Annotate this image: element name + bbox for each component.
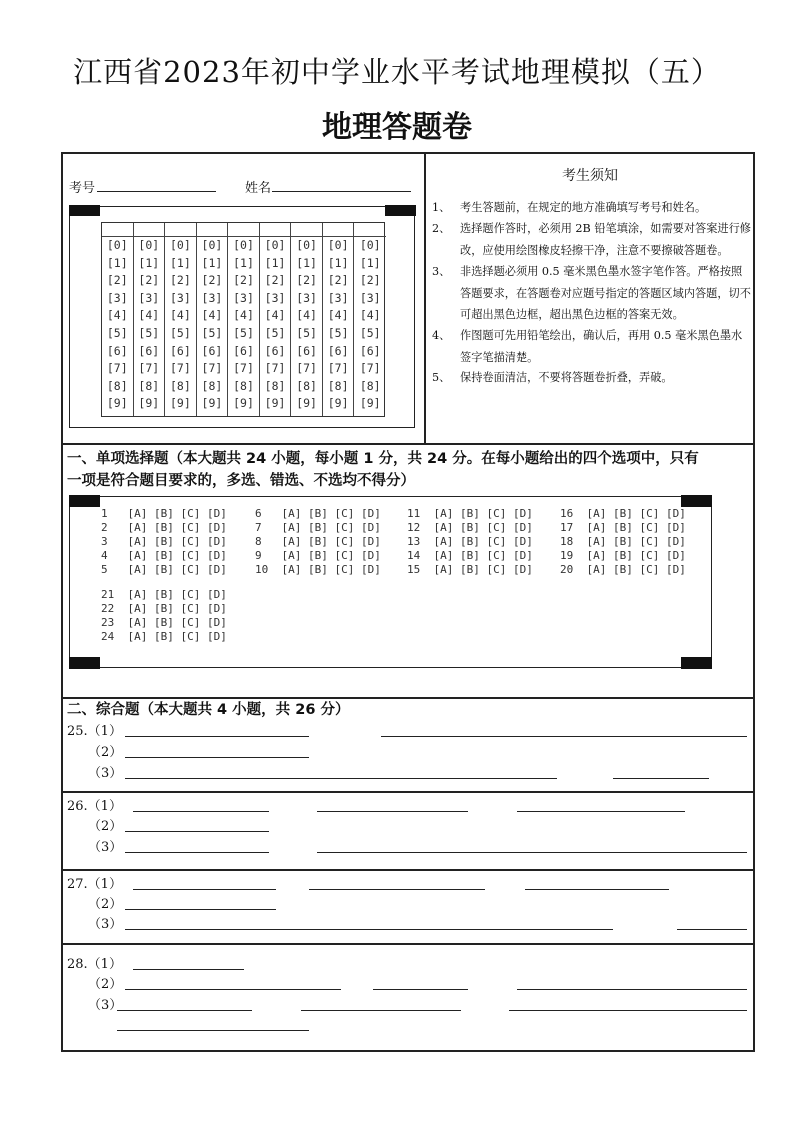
digit-bubble[interactable]: [0] — [106, 238, 128, 252]
digit-bubble[interactable]: [9] — [296, 396, 317, 411]
digit-bubble[interactable]: [0] — [359, 238, 381, 252]
answer-bubbles[interactable]: [A] [B] [C] [D] — [433, 549, 533, 562]
exam-number-digit-column — [134, 223, 166, 416]
digit-bubble[interactable]: [7] — [359, 361, 381, 376]
digit-write-box[interactable] — [197, 223, 228, 237]
digit-bubble[interactable]: [9] — [106, 396, 128, 411]
digit-bubble[interactable]: [0] — [169, 238, 191, 252]
choice-question-4 — [101, 549, 227, 562]
digit-bubble[interactable]: [0] — [201, 238, 223, 252]
q27-part3-answer[interactable] — [677, 929, 747, 930]
digit-bubble[interactable]: [4] — [169, 308, 191, 323]
choice-question-8 — [255, 535, 381, 548]
digit-bubble[interactable]: [5] — [106, 325, 128, 340]
q28-part2-answer[interactable] — [125, 989, 341, 990]
q26-part2-answer[interactable] — [125, 831, 269, 832]
q27-part3-label: （3） — [88, 917, 123, 932]
name-field[interactable] — [272, 191, 411, 192]
digit-bubble[interactable]: [8] — [138, 378, 160, 393]
digit-write-box[interactable] — [291, 223, 322, 237]
notice-item — [432, 218, 752, 261]
q27-part2-answer[interactable] — [125, 909, 276, 910]
digit-bubble[interactable]: [1] — [138, 255, 160, 270]
digit-bubble[interactable]: [6] — [327, 343, 349, 358]
choice-question-21 — [101, 588, 227, 601]
notice-text: 非选择题必须用 0.5 毫米黑色墨水签字笔作答。严格按照答题要求，在答题卷对应题号指定的答题区域内答题，切不可超出黑色边框，超出黑色边框的答案无效。 — [460, 265, 751, 321]
digit-bubble[interactable]: [5] — [327, 325, 349, 340]
digit-bubble[interactable]: [2] — [327, 273, 349, 288]
registration-mark — [385, 205, 416, 216]
digit-bubble[interactable]: [8] — [201, 378, 223, 393]
digit-bubble[interactable]: [4] — [201, 308, 223, 323]
digit-bubble[interactable]: [2] — [201, 273, 223, 288]
digit-bubble[interactable]: [3] — [138, 290, 160, 305]
notice-text: 选择题作答时，必须用 2B 铅笔填涂，如需要对答案进行修改，应使用绘图橡皮轻擦干净，注意不要擦破答题卷。 — [460, 222, 751, 257]
digit-bubble[interactable]: [3] — [201, 290, 223, 305]
digit-bubble[interactable]: [8] — [169, 378, 191, 393]
digit-write-box[interactable] — [134, 223, 165, 237]
q27-part1-label: 27.（1） — [67, 877, 122, 892]
registration-mark — [69, 205, 100, 216]
choice-question-23 — [101, 616, 227, 629]
choice-question-2 — [101, 521, 227, 534]
answer-bubbles[interactable]: [A] [B] [C] [D] — [586, 549, 686, 562]
digit-bubble[interactable]: [5] — [138, 325, 160, 340]
question-number: 7 — [255, 521, 282, 534]
divider — [61, 443, 755, 445]
question-number: 17 — [560, 521, 587, 534]
choice-question-10 — [255, 563, 381, 576]
q26-part1-answer[interactable] — [317, 811, 468, 812]
q25-part3-answer[interactable] — [125, 778, 557, 779]
answer-bubbles[interactable]: [A] [B] [C] [D] — [281, 549, 381, 562]
exam-number-label: 考号 — [69, 181, 96, 196]
digit-bubble[interactable]: [0] — [138, 238, 160, 252]
digit-bubble[interactable]: [6] — [106, 343, 128, 358]
answer-bubbles[interactable]: [A] [B] [C] [D] — [586, 521, 686, 534]
answer-bubbles[interactable]: [A] [B] [C] [D] — [127, 521, 227, 534]
digit-bubble[interactable]: [8] — [264, 378, 286, 393]
digit-write-box[interactable] — [323, 223, 354, 237]
q26-part3-answer[interactable] — [317, 852, 747, 853]
digit-bubble[interactable]: [6] — [264, 343, 286, 358]
q26-part3-label: （3） — [88, 840, 123, 855]
question-number: 10 — [255, 563, 282, 576]
digit-bubble[interactable]: [3] — [359, 290, 381, 305]
question-number: 3 — [101, 535, 128, 548]
digit-bubble[interactable]: [8] — [233, 378, 254, 393]
digit-bubble[interactable]: [5] — [233, 325, 254, 340]
exam-number-digit-column — [165, 223, 197, 416]
q28-part3-answer[interactable] — [117, 1010, 252, 1011]
answer-bubbles[interactable]: [A] [B] [C] [D] — [127, 630, 227, 643]
choice-question-17 — [560, 521, 686, 534]
digit-bubble[interactable]: [1] — [169, 255, 191, 270]
q26-part1-label: 26.（1） — [67, 799, 122, 814]
digit-bubble[interactable]: [2] — [138, 273, 160, 288]
notice-title: 考生须知 — [562, 168, 618, 184]
exam-number-digit-column — [102, 223, 134, 416]
digit-bubble[interactable]: [7] — [327, 361, 349, 376]
answer-bubbles[interactable]: [A] [B] [C] [D] — [433, 507, 533, 520]
digit-bubble[interactable]: [0] — [327, 238, 349, 252]
answer-bubbles[interactable]: [A] [B] [C] [D] — [586, 535, 686, 548]
digit-bubble[interactable]: [9] — [169, 396, 191, 411]
q28-part2-answer[interactable] — [373, 989, 468, 990]
digit-bubble[interactable]: [6] — [201, 343, 223, 358]
choice-question-16 — [560, 507, 686, 520]
digit-bubble[interactable]: [6] — [359, 343, 381, 358]
digit-bubble[interactable]: [1] — [296, 255, 317, 270]
q26-part2-label: （2） — [88, 819, 123, 834]
question-number: 4 — [101, 549, 128, 562]
notice-text: 考生答题前，在规定的地方准确填写考号和姓名。 — [460, 201, 707, 214]
notice-text: 保持卷面清洁，不要将答题卷折叠，弄破。 — [460, 371, 673, 384]
q27-part1-answer[interactable] — [133, 889, 276, 890]
digit-bubble[interactable]: [1] — [233, 255, 254, 270]
answer-bubbles[interactable]: [A] [B] [C] [D] — [127, 616, 227, 629]
question-number: 20 — [560, 563, 587, 576]
document-title: 江西省2023年初中学业水平考试地理模拟（五） — [73, 55, 721, 89]
notice-number: 5、 — [432, 371, 451, 384]
q28-part3-answer[interactable] — [301, 1010, 461, 1011]
digit-bubble[interactable]: [3] — [264, 290, 286, 305]
digit-bubble[interactable]: [7] — [296, 361, 317, 376]
q28-part1-label: 28.（1） — [67, 957, 122, 972]
digit-bubble[interactable]: [4] — [264, 308, 286, 323]
question-number: 9 — [255, 549, 282, 562]
notice-text: 作图题可先用铅笔绘出，确认后，再用 0.5 毫米黑色墨水签字笔描清楚。 — [460, 329, 743, 364]
section1-heading-line1: 一、单项选择题（本大题共 24 小题，每小题 1 分，共 24 分。在每小题给出的四个选项中，只有 — [67, 451, 699, 467]
digit-bubble[interactable]: [3] — [233, 290, 254, 305]
choice-question-1 — [101, 507, 227, 520]
question-number: 12 — [407, 521, 434, 534]
notice-item — [432, 367, 752, 389]
answer-bubbles[interactable]: [A] [B] [C] [D] — [127, 535, 227, 548]
answer-bubbles[interactable]: [A] [B] [C] [D] — [433, 521, 533, 534]
q28-part1-answer[interactable] — [133, 969, 244, 970]
answer-bubbles[interactable]: [A] [B] [C] [D] — [127, 549, 227, 562]
q28-part3-answer[interactable] — [509, 1010, 747, 1011]
answer-bubbles[interactable]: [A] [B] [C] [D] — [281, 507, 381, 520]
digit-bubble[interactable]: [4] — [327, 308, 349, 323]
q28-part3-answer[interactable] — [117, 1030, 309, 1031]
digit-bubble[interactable]: [2] — [233, 273, 254, 288]
notice-number: 2、 — [432, 222, 451, 235]
digit-bubble[interactable]: [4] — [233, 308, 254, 323]
digit-bubble[interactable]: [8] — [359, 378, 381, 393]
answer-bubbles[interactable]: [A] [B] [C] [D] — [127, 588, 227, 601]
answer-bubbles[interactable]: [A] [B] [C] [D] — [433, 563, 533, 576]
digit-bubble[interactable]: [1] — [106, 255, 128, 270]
q25-part2-label: （2） — [88, 745, 123, 760]
answer-bubbles[interactable]: [A] [B] [C] [D] — [281, 535, 381, 548]
top-divider-vertical — [424, 152, 426, 444]
digit-bubble[interactable]: [3] — [296, 290, 317, 305]
digit-bubble[interactable]: [8] — [296, 378, 317, 393]
digit-bubble[interactable]: [7] — [169, 361, 191, 376]
q26-part1-answer[interactable] — [517, 811, 685, 812]
digit-bubble[interactable]: [2] — [264, 273, 286, 288]
digit-bubble[interactable]: [7] — [138, 361, 160, 376]
digit-bubble[interactable]: [4] — [296, 308, 317, 323]
digit-bubble[interactable]: [1] — [201, 255, 223, 270]
digit-bubble[interactable]: [9] — [359, 396, 381, 411]
q28-part2-answer[interactable] — [517, 989, 747, 990]
choice-question-14 — [407, 549, 533, 562]
digit-bubble[interactable]: [5] — [296, 325, 317, 340]
q27-part3-answer[interactable] — [125, 929, 613, 930]
choice-question-12 — [407, 521, 533, 534]
question-number: 16 — [560, 507, 587, 520]
exam-number-digit-column — [260, 223, 292, 416]
digit-bubble[interactable]: [9] — [233, 396, 254, 411]
digit-write-box[interactable] — [102, 223, 133, 237]
digit-write-box[interactable] — [354, 223, 386, 237]
digit-bubble[interactable]: [4] — [359, 308, 381, 323]
q25-part1-answer[interactable] — [125, 736, 309, 737]
digit-bubble[interactable]: [5] — [359, 325, 381, 340]
digit-bubble[interactable]: [1] — [359, 255, 381, 270]
digit-bubble[interactable]: [6] — [138, 343, 160, 358]
digit-bubble[interactable]: [8] — [106, 378, 128, 393]
divider — [61, 869, 755, 871]
digit-bubble[interactable]: [9] — [138, 396, 160, 411]
digit-bubble[interactable]: [0] — [264, 238, 286, 252]
name-label: 姓名 — [245, 181, 272, 196]
q25-part1-label: 25.（1） — [67, 724, 122, 739]
digit-write-box[interactable] — [260, 223, 291, 237]
section1-heading — [67, 448, 757, 492]
q27-part1-answer[interactable] — [525, 889, 669, 890]
digit-write-box[interactable] — [165, 223, 196, 237]
digit-bubble[interactable]: [4] — [106, 308, 128, 323]
q26-part1-answer[interactable] — [133, 811, 269, 812]
q25-part2-answer[interactable] — [125, 757, 309, 758]
digit-bubble[interactable]: [2] — [106, 273, 128, 288]
notice-item — [432, 261, 752, 326]
divider — [61, 791, 755, 793]
question-number: 1 — [101, 507, 128, 520]
notice-item — [432, 197, 752, 219]
question-number: 19 — [560, 549, 587, 562]
exam-number-field[interactable] — [97, 191, 216, 192]
question-number: 18 — [560, 535, 587, 548]
digit-bubble[interactable]: [1] — [264, 255, 286, 270]
section2-heading: 二、综合题（本大题共 4 小题，共 26 分） — [67, 702, 350, 718]
digit-bubble[interactable]: [9] — [201, 396, 223, 411]
exam-number-digit-column — [323, 223, 355, 416]
answer-bubbles[interactable]: [A] [B] [C] [D] — [281, 521, 381, 534]
question-number: 2 — [101, 521, 128, 534]
choice-question-3 — [101, 535, 227, 548]
digit-bubble[interactable]: [7] — [201, 361, 223, 376]
digit-bubble[interactable]: [2] — [296, 273, 317, 288]
q25-part3-answer[interactable] — [613, 778, 709, 779]
answer-sheet-title: 地理答题卷 — [322, 110, 472, 145]
choice-question-20 — [560, 563, 686, 576]
digit-bubble[interactable]: [4] — [138, 308, 160, 323]
section1-heading-line2: 一项是符合题目要求的，多选、错选、不选均不得分） — [67, 473, 415, 489]
question-number: 23 — [101, 616, 128, 629]
question-number: 24 — [101, 630, 128, 643]
digit-bubble[interactable]: [9] — [264, 396, 286, 411]
digit-bubble[interactable]: [6] — [296, 343, 317, 358]
registration-mark — [69, 495, 100, 507]
choice-question-11 — [407, 507, 533, 520]
exam-number-digit-column — [291, 223, 323, 416]
notice-number: 3、 — [432, 265, 451, 278]
q27-part1-answer[interactable] — [309, 889, 485, 890]
registration-mark — [681, 495, 712, 507]
question-number: 5 — [101, 563, 128, 576]
choice-question-22 — [101, 602, 227, 615]
digit-bubble[interactable]: [7] — [106, 361, 128, 376]
q26-part3-answer[interactable] — [125, 852, 269, 853]
exam-number-digit-column — [228, 223, 260, 416]
digit-bubble[interactable]: [3] — [106, 290, 128, 305]
digit-bubble[interactable]: [9] — [327, 396, 349, 411]
answer-bubbles[interactable]: [A] [B] [C] [D] — [127, 563, 227, 576]
registration-mark — [681, 657, 712, 669]
question-number: 6 — [255, 507, 282, 520]
digit-bubble[interactable]: [1] — [327, 255, 349, 270]
exam-number-digit-column — [354, 223, 386, 416]
digit-bubble[interactable]: [6] — [233, 343, 254, 358]
q25-part3-label: （3） — [88, 766, 123, 781]
digit-bubble[interactable]: [5] — [264, 325, 286, 340]
choice-question-18 — [560, 535, 686, 548]
digit-bubble[interactable]: [0] — [296, 238, 317, 252]
answer-bubbles[interactable]: [A] [B] [C] [D] — [127, 602, 227, 615]
digit-bubble[interactable]: [6] — [169, 343, 191, 358]
digit-bubble[interactable]: [7] — [264, 361, 286, 376]
question-number: 8 — [255, 535, 282, 548]
registration-mark — [69, 657, 100, 669]
digit-bubble[interactable]: [8] — [327, 378, 349, 393]
digit-bubble[interactable]: [3] — [169, 290, 191, 305]
notice-item — [432, 325, 752, 368]
question-number: 13 — [407, 535, 434, 548]
digit-write-box[interactable] — [228, 223, 259, 237]
choice-question-6 — [255, 507, 381, 520]
exam-number-bubble-grid — [101, 222, 385, 417]
question-number: 22 — [101, 602, 128, 615]
question-number: 14 — [407, 549, 434, 562]
digit-bubble[interactable]: [5] — [169, 325, 191, 340]
choice-question-9 — [255, 549, 381, 562]
answer-bubbles[interactable]: [A] [B] [C] [D] — [586, 507, 686, 520]
divider — [61, 943, 755, 945]
notice-number: 1、 — [432, 201, 451, 214]
digit-bubble[interactable]: [2] — [359, 273, 381, 288]
digit-bubble[interactable]: [5] — [201, 325, 223, 340]
q27-part2-label: （2） — [88, 897, 123, 912]
choice-question-24 — [101, 630, 227, 643]
choice-question-7 — [255, 521, 381, 534]
digit-bubble[interactable]: [2] — [169, 273, 191, 288]
question-number: 11 — [407, 507, 434, 520]
q28-part3-label: （3） — [88, 998, 123, 1013]
exam-number-digit-column — [197, 223, 229, 416]
question-number: 15 — [407, 563, 434, 576]
notice-number: 4、 — [432, 329, 451, 342]
choice-question-13 — [407, 535, 533, 548]
digit-bubble[interactable]: [0] — [233, 238, 254, 252]
question-number: 21 — [101, 588, 128, 601]
answer-bubbles[interactable]: [A] [B] [C] [D] — [127, 507, 227, 520]
q25-part1-answer[interactable] — [381, 736, 747, 737]
answer-bubbles[interactable]: [A] [B] [C] [D] — [433, 535, 533, 548]
choice-question-5 — [101, 563, 227, 576]
digit-bubble[interactable]: [7] — [233, 361, 254, 376]
answer-bubbles[interactable]: [A] [B] [C] [D] — [586, 563, 686, 576]
choice-question-15 — [407, 563, 533, 576]
answer-bubbles[interactable]: [A] [B] [C] [D] — [281, 563, 381, 576]
digit-bubble[interactable]: [3] — [327, 290, 349, 305]
q28-part2-label: （2） — [88, 977, 123, 992]
choice-question-19 — [560, 549, 686, 562]
